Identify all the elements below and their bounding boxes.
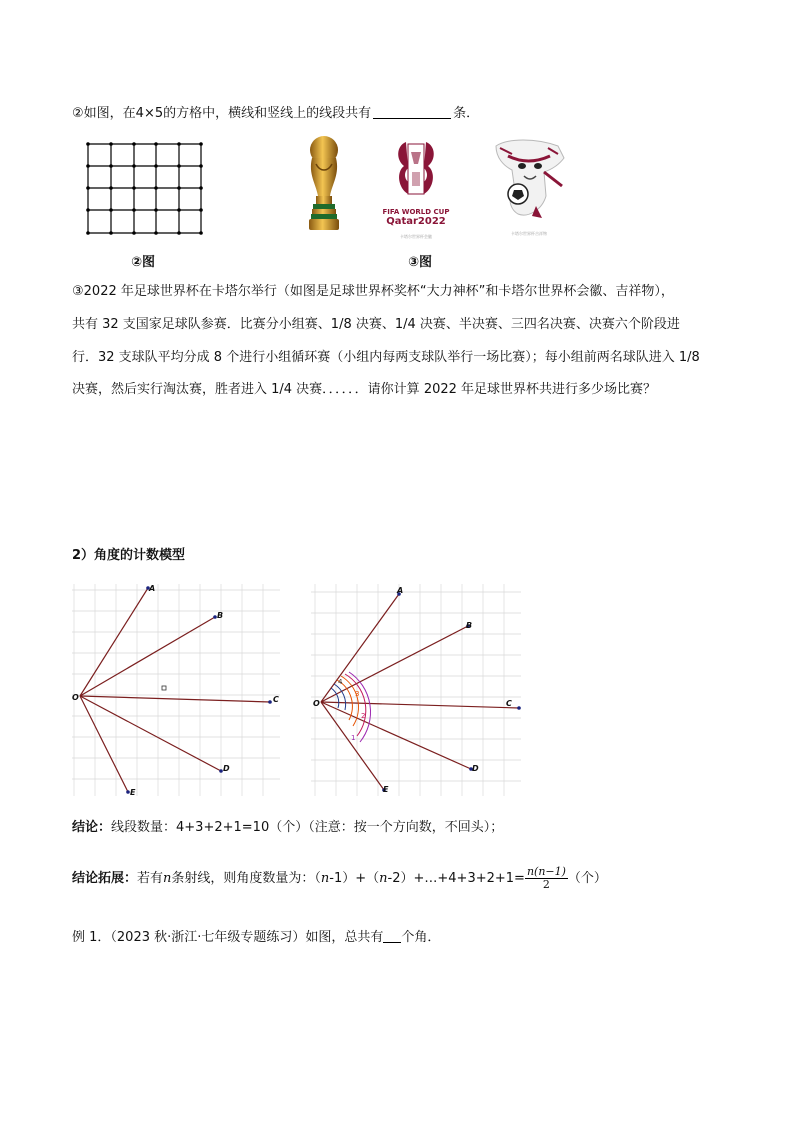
conclusion-label: 结论： [72, 820, 112, 835]
arc-label-4: 4 [338, 678, 343, 686]
q3-line-1: ③2022 年足球世界杯在卡塔尔举行（如图是足球世界杯奖杯“大力神杯”和卡塔尔世界杯会徽、吉祥物）， [72, 284, 674, 299]
q2-text [72, 104, 479, 124]
extension-fraction [525, 866, 568, 891]
arc-label-1: 1 [351, 734, 356, 742]
background-grid-2 [311, 584, 521, 796]
label-b-2: B [466, 621, 473, 630]
label-c: C [273, 695, 279, 704]
q2-marker: ② [72, 106, 84, 121]
extension-text-a: 若有 [137, 871, 164, 886]
extension-text-e: （个） [567, 871, 607, 886]
extension-n: n [163, 871, 172, 886]
example1-text-b: 个角． [401, 930, 441, 945]
mascot-caption: 卡塔尔世界杯吉祥物 [511, 231, 547, 236]
angle-figure-rays [72, 584, 282, 798]
emblem-line2: Qatar2022 [386, 216, 446, 227]
label-b: B [217, 611, 224, 620]
arc-label-3: 3 [355, 690, 360, 698]
q3-line-3: 行．32 支球队平均分成 8 个进行小组循环赛（小组内每两支球队举行一场比赛）；每小组前两名球队进入 1/8 [72, 350, 700, 365]
world-cup-trophy-image [296, 134, 352, 232]
label-e-2: E [383, 785, 389, 794]
label-d-2: D [472, 764, 479, 773]
q2-text-c: 条． [453, 106, 480, 121]
extension-label: 结论拓展： [72, 871, 138, 886]
angle-arcs [331, 672, 371, 742]
example-1 [72, 928, 440, 948]
qatar-2022-emblem [378, 138, 454, 238]
q2-answer-blank[interactable] [373, 104, 451, 119]
label-e: E [130, 788, 136, 797]
arc-label-2: 2 [361, 712, 366, 720]
emblem-line1: FIFA WORLD CUP [382, 208, 450, 216]
mascot-image [488, 136, 570, 236]
emblem-caption: 卡塔尔世界杯会徽 [400, 234, 432, 239]
conclusion-text: 线段数量：4+3+2+1=10（个）（注意：按一个方向数，不回头）； [111, 820, 504, 835]
q2-grid-size: 4×5 [135, 106, 164, 121]
emblem-shape-icon [378, 138, 454, 202]
section-heading: 2）角度的计数模型 [72, 548, 186, 563]
label-o: O [72, 693, 79, 702]
grid-lines [88, 144, 201, 233]
background-grid [72, 584, 280, 796]
q2-text-a: 如图，在 [83, 106, 136, 121]
conclusion-extension [72, 866, 607, 891]
conclusion [72, 818, 503, 838]
angle-figure-arcs [311, 584, 525, 798]
extension-term2: n [379, 871, 388, 886]
q2-text-b: 的方格中，横线和竖线上的线段共有 [163, 106, 372, 121]
caption-fig3: ③图 [408, 255, 433, 270]
rays [80, 588, 270, 792]
mascot-icon [488, 136, 570, 224]
extension-term1: n [320, 871, 330, 886]
label-a: A [149, 584, 156, 593]
label-d: D [223, 764, 230, 773]
extension-text-d: -2）+…+4+3+2+1= [387, 871, 525, 886]
fraction-numerator: n(n−1) [526, 865, 566, 878]
q3-line-2: 共有 32 支国家足球队参赛．比赛分小组赛、1/8 决赛、1/4 决赛、半决赛、三四名决赛、决赛六个阶段进 [72, 317, 680, 332]
q3-line-4: 决赛，然后实行淘汰赛，胜者进入 1/4 决赛．．．．．．请你计算 2022 年足球世界杯共进行多少场比赛？ [72, 382, 657, 397]
grid-figure [86, 141, 206, 237]
caption-fig2: ②图 [131, 255, 156, 270]
label-a-2: A [397, 586, 404, 595]
label-c-2: C [506, 699, 512, 708]
example1-answer-blank[interactable] [383, 928, 401, 943]
extension-text-c: -1）+（ [329, 871, 380, 886]
fraction-denominator: 2 [542, 878, 550, 891]
label-o-2: O [313, 699, 320, 708]
extension-text-b: 条射线，则角度数量为：（ [171, 871, 321, 886]
example1-text-a: 例 1．（2023 秋·浙江·七年级专题练习）如图，总共有 [72, 930, 384, 945]
